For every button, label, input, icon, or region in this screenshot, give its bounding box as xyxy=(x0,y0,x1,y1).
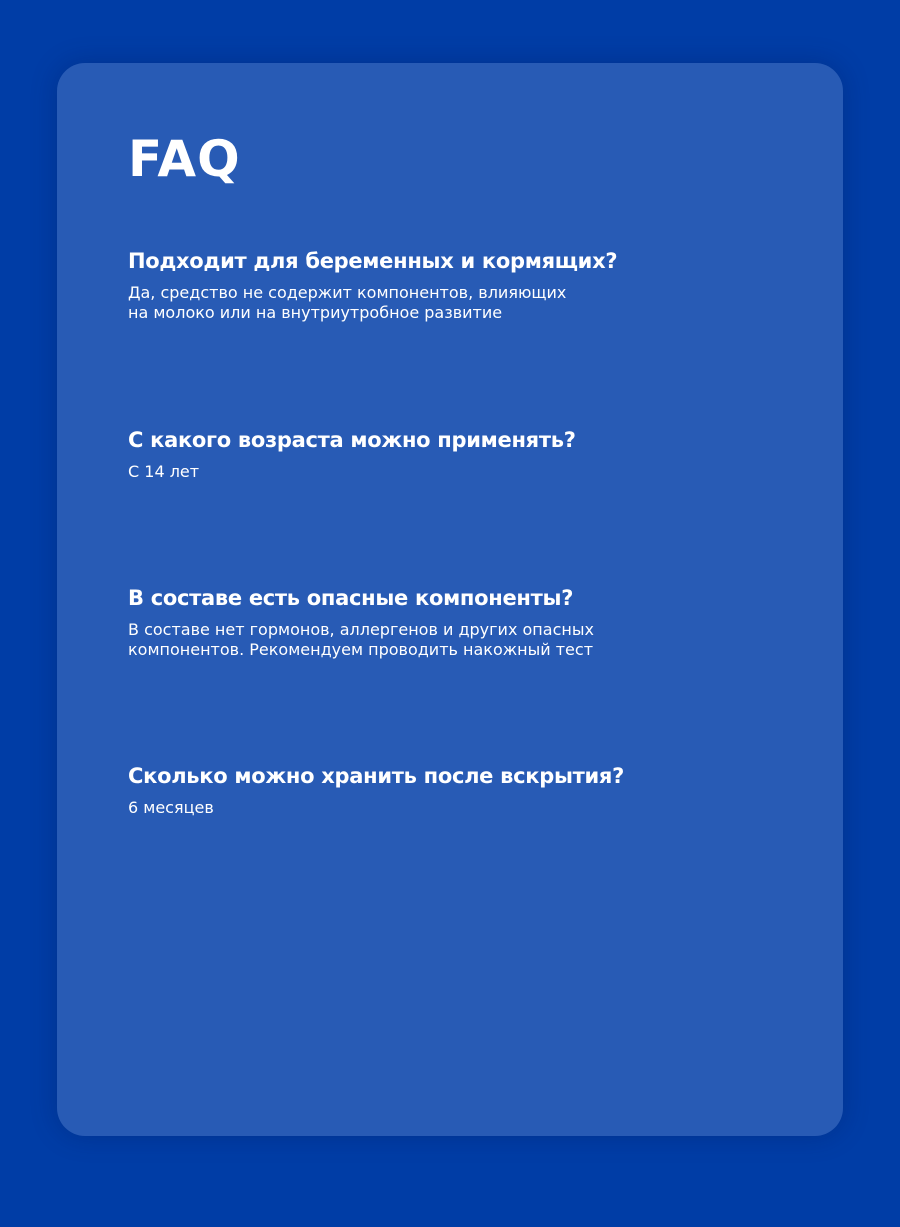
faq-answer: С 14 лет xyxy=(128,462,200,481)
faq-question: В составе есть опасные компоненты? xyxy=(128,586,574,610)
faq-item-pregnancy xyxy=(128,247,768,323)
faq-answer: Да, средство не содержит компонентов, влияющих на молоко или на внутриутробное развитие xyxy=(128,283,567,322)
faq-item-storage xyxy=(128,762,768,818)
faq-question: С какого возраста можно применять? xyxy=(128,428,576,452)
page-title: FAQ xyxy=(128,130,241,188)
faq-item-components xyxy=(128,584,768,660)
faq-question: Подходит для беременных и кормящих? xyxy=(128,249,618,273)
faq-answer: В составе нет гормонов, аллергенов и других опасных компонентов. Рекомендуем проводить накожный тест xyxy=(128,620,594,659)
faq-question: Сколько можно хранить после вскрытия? xyxy=(128,764,624,788)
faq-card xyxy=(57,63,843,1136)
faq-item-age xyxy=(128,426,768,482)
faq-answer: 6 месяцев xyxy=(128,798,214,817)
